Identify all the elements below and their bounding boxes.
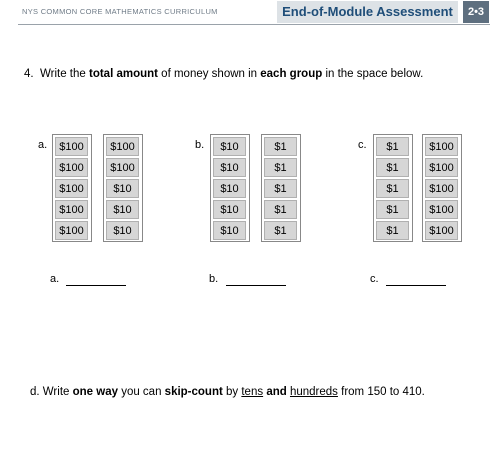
prompt-text: of money shown in — [157, 68, 261, 80]
prompt-bold-total: total amount — [88, 68, 158, 80]
prompt-bold: one way — [72, 386, 118, 398]
bill: $1 — [264, 200, 297, 219]
prompt-bold-each: each group — [260, 68, 323, 80]
prompt-bold: skip-count — [164, 386, 223, 398]
bill: $1 — [264, 179, 297, 198]
answer-b-label: b. — [209, 273, 219, 285]
prompt-text: you can — [118, 386, 165, 398]
bill: $1 — [376, 158, 409, 177]
prompt-text: from 150 to 410. — [337, 386, 425, 398]
bill: $100 — [425, 158, 458, 177]
group-b-column-1 — [210, 134, 250, 242]
bill: $100 — [425, 200, 458, 219]
group-c-column-2 — [422, 134, 462, 242]
group-b-label: b. — [195, 139, 205, 151]
bill: $10 — [213, 137, 246, 156]
bill: $1 — [264, 221, 297, 240]
bill: $100 — [55, 200, 88, 219]
question-number: 4. — [24, 68, 34, 80]
group-c-label: c. — [358, 139, 367, 151]
bill: $10 — [213, 200, 246, 219]
bill: $100 — [425, 137, 458, 156]
bill: $1 — [376, 137, 409, 156]
group-a-column-2 — [103, 134, 143, 242]
bill: $100 — [425, 221, 458, 240]
bill: $100 — [55, 137, 88, 156]
bill: $10 — [106, 179, 139, 198]
bill: $100 — [425, 179, 458, 198]
answer-c-label: c. — [370, 273, 379, 285]
bill: $1 — [376, 221, 409, 240]
prompt-text: d. Write — [30, 386, 73, 398]
bill: $100 — [55, 158, 88, 177]
bill: $100 — [106, 137, 139, 156]
answer-a-blank[interactable] — [66, 285, 126, 286]
question-4-prompt — [24, 68, 423, 80]
page-header — [18, 0, 490, 25]
prompt-text: in the space below. — [322, 68, 424, 80]
bill: $1 — [264, 158, 297, 177]
answer-c-blank[interactable] — [386, 285, 446, 286]
prompt-text: Write the — [39, 68, 89, 80]
answer-a-label: a. — [50, 273, 60, 285]
grade-badge: 2•3 — [463, 1, 489, 23]
question-d-prompt — [30, 386, 425, 398]
group-a-column-1 — [52, 134, 92, 242]
bill: $10 — [213, 158, 246, 177]
curriculum-label: NYS COMMON CORE MATHEMATICS CURRICULUM — [22, 7, 218, 16]
group-c-column-1 — [373, 134, 413, 242]
bill: $100 — [55, 179, 88, 198]
bill: $1 — [376, 179, 409, 198]
prompt-text: by — [222, 386, 242, 398]
bill: $10 — [213, 179, 246, 198]
bill: $1 — [376, 200, 409, 219]
prompt-bold: and — [266, 386, 287, 398]
prompt-underlined: hundreds — [289, 386, 338, 398]
prompt-underlined: tens — [241, 386, 264, 398]
bill: $1 — [264, 137, 297, 156]
bill: $100 — [55, 221, 88, 240]
bill: $10 — [106, 221, 139, 240]
bill: $100 — [106, 158, 139, 177]
group-b-column-2 — [261, 134, 301, 242]
group-a-label: a. — [38, 139, 48, 151]
bill: $10 — [213, 221, 246, 240]
bill: $10 — [106, 200, 139, 219]
answer-b-blank[interactable] — [226, 285, 286, 286]
module-title: End-of-Module Assessment — [277, 1, 458, 23]
